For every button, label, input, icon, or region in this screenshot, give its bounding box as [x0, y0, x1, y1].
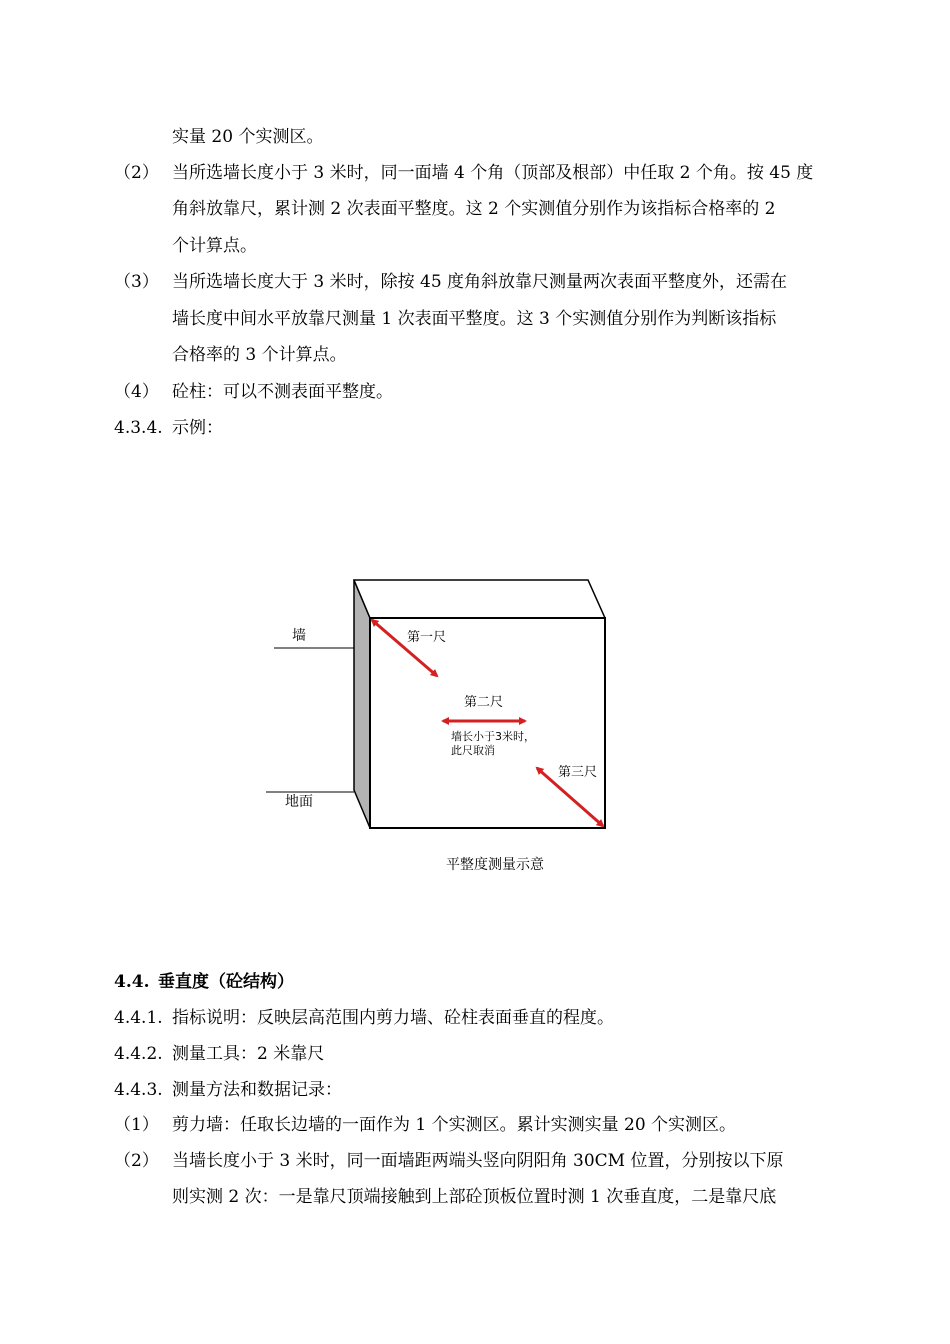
ruler-2-label: 第二尺 — [464, 695, 504, 710]
paragraph-line: 指标说明：反映层高范围内剪力墙、砼柱表面垂直的程度。 — [172, 1008, 614, 1028]
paragraph-line: 当所选墙长度大于 3 米时，除按 45 度角斜放靠尺测量两次表面平整度外，还需在 — [172, 272, 788, 292]
paragraph-line: 则实测 2 次：一是靠尺顶端接触到上部砼顶板位置时测 1 次垂直度，二是靠尺底 — [172, 1187, 777, 1207]
section-number: 4.4.1. — [114, 1008, 163, 1028]
section-heading: 垂直度（砼结构） — [158, 972, 294, 992]
section-number: 4.4.2. — [114, 1044, 163, 1064]
paragraph-line: 示例： — [172, 418, 223, 438]
list-number: （1） — [114, 1115, 159, 1135]
ruler-2-note-1: 墙长小于3米时， — [451, 730, 535, 743]
ruler-3-label: 第三尺 — [558, 765, 598, 780]
ruler-1-label: 第一尺 — [407, 630, 447, 645]
list-number: （2） — [114, 163, 159, 183]
wall-side-face — [354, 580, 370, 828]
figure-caption: 平整度测量示意 — [446, 857, 544, 873]
paragraph-line: 测量方法和数据记录： — [172, 1080, 342, 1100]
section-number: 4.3.4. — [114, 418, 163, 438]
list-number: （3） — [114, 272, 159, 292]
floor-label: 地面 — [285, 794, 313, 810]
section-number: 4.4.3. — [114, 1080, 163, 1100]
paragraph-line: 当所选墙长度小于 3 米时，同一面墙 4 个角（顶部及根部）中任取 2 个角。按 45 度 — [172, 163, 814, 183]
wall-label: 墙 — [292, 628, 306, 644]
paragraph-line: 合格率的 3 个计算点。 — [172, 345, 347, 365]
paragraph-line: 剪力墙：任取长边墙的一面作为 1 个实测区。累计实测实量 20 个实测区。 — [172, 1115, 737, 1135]
paragraph-line: 个计算点。 — [172, 236, 257, 256]
paragraph-line: 实量 20 个实测区。 — [172, 127, 324, 147]
flatness-diagram — [0, 570, 950, 890]
wall-top-face — [354, 580, 605, 618]
paragraph-line: 角斜放靠尺，累计测 2 次表面平整度。这 2 个实测值分别作为该指标合格率的 2 — [172, 199, 776, 219]
list-number: （2） — [114, 1151, 159, 1171]
paragraph-line: 测量工具：2 米靠尺 — [172, 1044, 325, 1064]
paragraph-line: 墙长度中间水平放靠尺测量 1 次表面平整度。这 3 个实测值分别作为判断该指标 — [172, 309, 777, 329]
section-heading-number: 4.4. — [114, 972, 150, 992]
ruler-2-note-2: 此尺取消 — [451, 744, 495, 757]
paragraph-line: 当墙长度小于 3 米时，同一面墙距两端头竖向阴阳角 30CM 位置，分别按以下原 — [172, 1151, 784, 1171]
paragraph-line: 砼柱：可以不测表面平整度。 — [172, 382, 393, 402]
list-number: （4） — [114, 382, 159, 402]
